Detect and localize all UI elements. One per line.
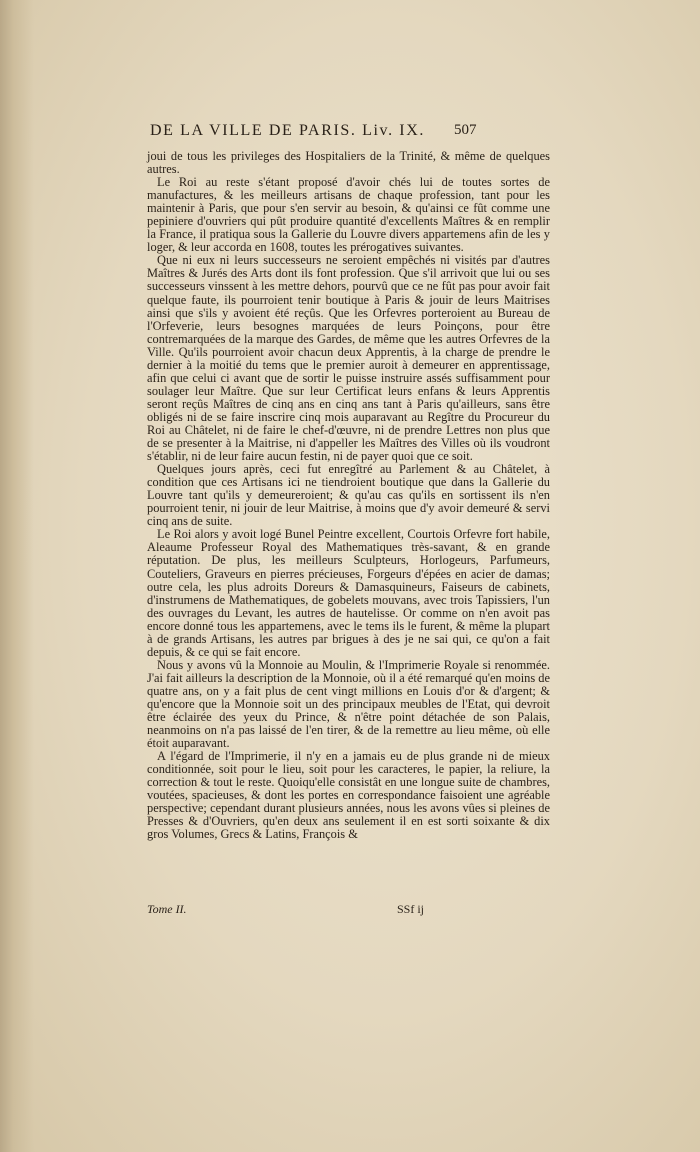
body-text <box>147 150 550 841</box>
paragraph: Nous y avons vû la Monnoie au Moulin, & l'Imprimerie Royale si renommée. J'ai fait ailleurs la description de la Monnoie, où il a été remarqué qu'en moins de quatre ans, on y a fait plus de cent vingt millions en Louis d'or & d'argent; & qu'encore que la Monnoie soit un des principaux meubles de l'Etat, qui devroit être éclairée des yeux du Prince, & n'être point détachée de son Palais, neanmoins on n'a pas laissé de l'en tirer, & de la remettre au lieu même, où elle étoit auparavant. <box>147 657 550 751</box>
paragraph: Que ni eux ni leurs successeurs ne seroient empêchés ni visités par d'autres Maîtres & Jurés des Arts dont ils font profession. Que s'il arrivoit que lui ou ses successeurs vinssent à les mettre dehors, pourvû que ce ne fût pas pour avoir fait quelque faute, ils pourroient tenir boutique à Paris & jouir de leurs Maitrises ainsi que s'ils y avoient été reçûs. Que les Orfevres porteroient au Bureau de l'Orfeverie, leurs besognes marquées de leurs Poinçons, pour être contremarquées de la marque des Gardes, de même que les autres Orfevres de la Ville. Qu'ils pourroient avoir chacun deux Apprentis, à la charge de prendre le dernier à la moitié du tems que le premier auroit à demeurer en apprentissage, afin que celui ci avant que de sortir le puisse instruire assés suffisamment pour soulager leur Maître. Que sur leur Certificat leurs enfans & leurs Apprentis seront reçûs Maîtres de cinq ans en cinq ans tant à Paris qu'ailleurs, sans être obligés ni de se faire inscrire cinq mois auparavant au Regître du Procureur du Roi au Châtelet, ni de faire le chef-d'œuvre, ni de prendre Lettres non plus que de se presenter à la Maitrise, ni d'appeller les Maîtres des Villes où ils voudront s'établir, ni de leur faire aucun festin, ni de payer quoi que ce soit. <box>147 253 550 464</box>
running-title: DE LA VILLE DE PARIS. Liv. IX. <box>150 122 425 139</box>
page-header <box>150 122 550 146</box>
volume-label: Tome II. <box>147 902 187 916</box>
signature-mark: SSf ij <box>397 902 425 916</box>
paragraph: A l'égard de l'Imprimerie, il n'y en a jamais eu de plus grande ni de mieux conditionnée, soit pour le lieu, soit pour les caracteres, le papier, la reliure, la correction & tout le reste. Quoiqu'elle consistât en une longue suite de chambres, voutées, spacieuses, & dont les portes en correspondance faisoient une agréable perspective; cependant durant plusieurs années, nous les avons vûes si pleines de Presses & d'Ouvriers, qu'en deux ans seulement il en est sorti soixante & dix gros Volumes, Grecs & Latins, François & <box>147 749 550 842</box>
paragraph: Le Roi alors y avoit logé Bunel Peintre excellent, Courtois Orfevre fort habile, Aleaume Professeur Royal des Mathematiques très-savant, & en grande réputation. De plus, les meilleurs Sculpteurs, Horlogeurs, Parfumeurs, Couteliers, Graveurs en pierres précieuses, Forgeurs d'épées en acier de damas; outre cela, les plus adroits Doreurs & Damasquineurs, Faiseurs de cabinets, d'instrumens de Mathematiques, de gobelets mouvans, avec trois Tapissiers, l'un des ouvrages du Levant, les autres de hautelisse. Or comme on n'en avoit pas encore donné tous les appartemens, avec le tems ils le furent, & même la plupart à de grands Artisans, les autres par brigues à des je ne sai qui, ce qu'on a fait depuis, & ce qui se fait encore. <box>147 527 550 659</box>
paragraph: joui de tous les privileges des Hospitaliers de la Trinité, & même de quelques autres. <box>147 149 550 177</box>
paragraph: Le Roi au reste s'étant proposé d'avoir chés lui de toutes sortes de manufactures, & les meilleurs artisans de chaque profession, tant pour les maintenir à Paris, que pour s'en servir au besoin, & qu'ainsi ce fût comme une pepiniere d'ouvriers qui pût produire quantité d'excellents Maîtres & en remplir la France, il pratiqua sous la Gallerie du Louvre divers appartemens afin de les y loger, & leur accorda en 1608, toutes les prérogatives suivantes. <box>147 175 550 255</box>
binding-gutter <box>0 0 34 1152</box>
paragraph: Quelques jours après, ceci fut enregîtré au Parlement & au Châtelet, à condition que ces Artisans ici ne tiendroient boutique que dans la Gallerie du Louvre tant qu'ils y demeureroient; & qu'au cas qu'ils en sortissent ils n'en pourroient tenir, ni jouir de leur Maitrise, à moins que d'y avoir demeuré & servi cinq ans de suite. <box>147 462 550 529</box>
page-number: 507 <box>454 122 477 138</box>
page-footer <box>147 902 550 918</box>
